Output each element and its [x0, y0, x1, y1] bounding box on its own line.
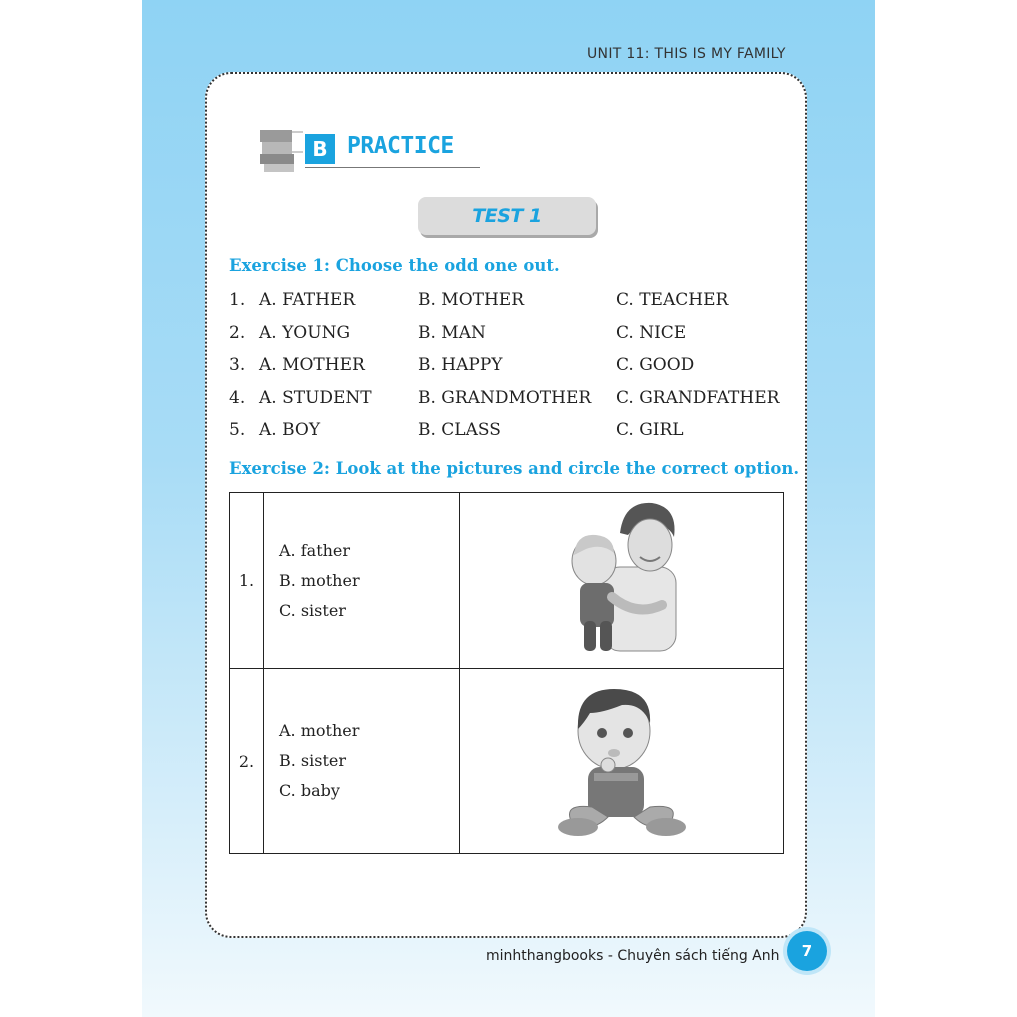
item-number: 3. — [229, 355, 246, 375]
option-c[interactable]: C. sister — [279, 600, 346, 620]
item-number: 5. — [229, 420, 246, 440]
option-c[interactable]: C. GRANDFATHER — [616, 387, 780, 408]
exercise1-title: Exercise 1: Choose the odd one out. — [229, 256, 560, 275]
exercise2-table — [229, 492, 784, 854]
option-a[interactable]: A. father — [279, 540, 351, 560]
option-c[interactable]: C. NICE — [616, 322, 687, 343]
exercise2-title: Exercise 2: Look at the pictures and circle the correct option. — [229, 459, 800, 478]
option-c[interactable]: C. GOOD — [616, 355, 695, 375]
unit-header: UNIT 11: THIS IS MY FAMILY — [587, 46, 786, 62]
option-b[interactable]: B. MOTHER — [418, 290, 525, 310]
option-a[interactable]: A. FATHER — [259, 290, 356, 310]
table-row — [230, 669, 784, 854]
item-number: 2. — [229, 322, 246, 343]
picture-cell — [460, 493, 784, 669]
option-c[interactable]: C. baby — [279, 781, 340, 800]
page-number: 7 — [787, 931, 827, 971]
test-label: TEST 1 — [418, 197, 596, 235]
option-b[interactable]: B. CLASS — [418, 420, 501, 440]
picture-cell — [460, 669, 784, 854]
list-item — [229, 290, 789, 323]
option-a[interactable]: A. mother — [279, 721, 360, 740]
option-c[interactable]: C. GIRL — [616, 420, 684, 440]
row-number: 2. — [230, 669, 264, 854]
option-b[interactable]: B. MAN — [418, 322, 486, 343]
item-number: 4. — [229, 387, 246, 408]
options-cell — [264, 669, 460, 854]
section-badge: B — [305, 134, 335, 164]
option-b[interactable]: B. HAPPY — [418, 355, 503, 375]
father-hugging-child-illustration — [562, 497, 682, 661]
option-a[interactable]: A. YOUNG — [259, 322, 351, 343]
option-a[interactable]: A. BOY — [259, 420, 321, 440]
option-a[interactable]: A. MOTHER — [259, 355, 365, 375]
heading-underline — [305, 167, 480, 168]
option-b[interactable]: B. GRANDMOTHER — [418, 387, 592, 408]
sitting-baby-illustration — [542, 673, 702, 845]
table-row — [230, 493, 784, 669]
practice-heading — [259, 128, 484, 176]
footer-text: minhthangbooks - Chuyên sách tiếng Anh — [486, 948, 780, 964]
options-cell — [264, 493, 460, 669]
list-item — [229, 355, 789, 388]
list-item — [229, 420, 789, 453]
option-b[interactable]: B. sister — [279, 751, 347, 770]
list-item — [229, 388, 789, 421]
list-item — [229, 323, 789, 356]
option-c[interactable]: C. TEACHER — [616, 290, 729, 310]
option-a[interactable]: A. STUDENT — [259, 387, 372, 408]
exercise1-list — [229, 290, 789, 453]
books-icon — [259, 128, 305, 176]
section-title: PRACTICE — [347, 133, 454, 159]
option-b[interactable]: B. mother — [279, 570, 360, 590]
row-number: 1. — [230, 493, 264, 669]
item-number: 1. — [229, 290, 246, 310]
